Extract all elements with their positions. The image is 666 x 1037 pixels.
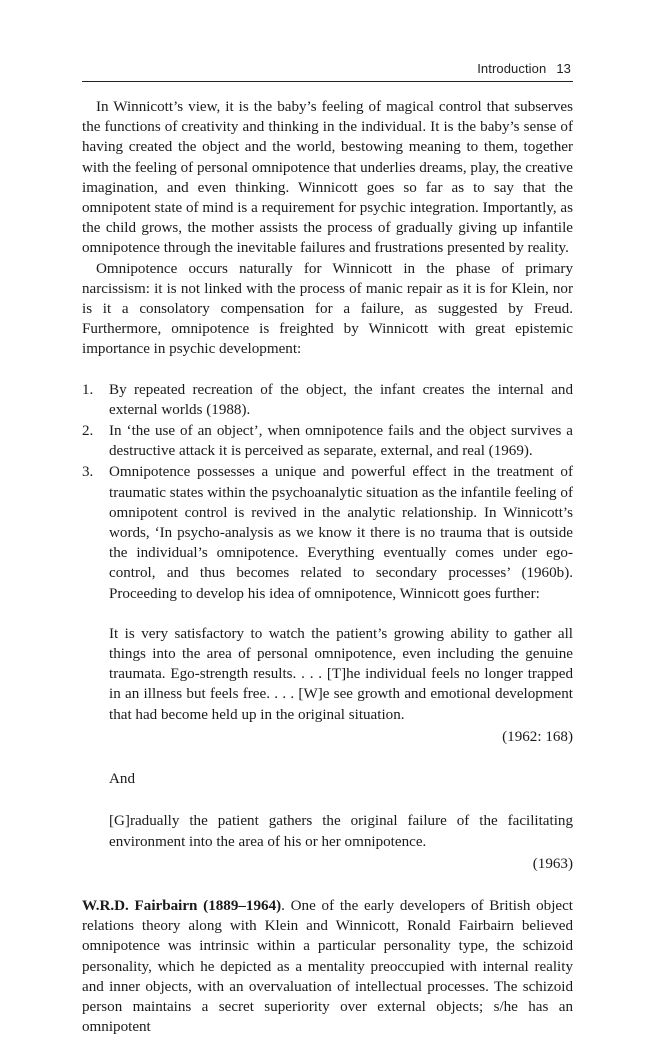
list-number: 1. — [82, 381, 94, 398]
section-text: . One of the early developers of British object relations theory along with Klein and Winnicott, Ronald Fairbairn believed omnipotence was intrinsic within a particular personality type, the schizoid personality, which he depicted as a mentality preoccupied with internal reality and inner objects, with an overvaluation of intellectual processes. The schizoid person maintains a secret superiority over external objects; s/he has an omnipotent — [82, 897, 573, 1036]
block-quote-citation: (1962: 168) — [502, 728, 573, 745]
block-quote-2 — [109, 811, 573, 874]
paragraph-2: Omnipotence occurs naturally for Winnicott in the phase of primary narcissism: it is not linked with the process of manic repair as it is for Klein, nor is it a consolatory compensation for a failure, as suggested by Freud. Furthermore, omnipotence is freighted by Winnicott with great epistemic importance in psychic development: — [82, 260, 573, 358]
section-paragraph — [82, 896, 573, 1037]
numbered-list — [82, 380, 573, 604]
list-item-text: In ‘the use of an object’, when omnipotence fails and the object survives a destructive attack it is perceived as separate, external, and real (1969). — [109, 423, 573, 460]
list-item-text: By repeated recreation of the object, the infant creates the internal and external worlds (1988). — [109, 381, 573, 418]
header-text — [477, 61, 571, 76]
block-quote-citation: (1963) — [532, 855, 573, 872]
list-number: 2. — [82, 423, 94, 440]
header-section-title: Introduction — [477, 61, 547, 76]
running-header — [82, 55, 573, 82]
section-heading: W.R.D. Fairbairn (1889–1964) — [82, 897, 282, 914]
paragraph-1: In Winnicott’s view, it is the baby’s feeling of magical control that subserves the functions of creativity and thinking in the individual. It is the baby’s sense of having created the object and the world, bestowing meaning to them, together with the feeling of personal omnipotence that underlies dreams, play, the creative imagination, and even thinking. Winnicott goes so far as to say that the omnipotent state of mind is a requirement for psychic integration. Importantly, as the child grows, the mother assists the process of gradually giving up infantile omnipotence through the inevitable failures and frustrations presented by reality. — [82, 99, 573, 257]
list-item-text: Omnipotence possesses a unique and powerful effect in the treatment of traumatic states within the psychoanalytic situation as the infantile feeling of omnipotent control is revived in the analytic relationship. In Winnicott’s words, ‘In psycho-analysis as we know it there is no trauma that is outside the individual’s omnipotence. Everything eventually comes under ego-control, and thus becomes related to secondary processes’ (1960b). Proceeding to develop his idea of omnipotence, Winnicott goes further: — [109, 464, 573, 602]
list-number: 3. — [82, 464, 94, 481]
list-item — [82, 421, 573, 461]
block-quote-text: [G]radually the patient gathers the original failure of the facilitating environment into the area of his or her omnipotence. — [109, 813, 573, 850]
list-item — [82, 380, 573, 420]
block-quote-1 — [109, 624, 573, 747]
connector-text: And — [109, 771, 135, 788]
page-body — [82, 97, 573, 1037]
page-number: 13 — [556, 61, 571, 76]
block-quote-text: It is very satisfactory to watch the patient’s growing ability to gather all things into the area of personal omnipotence, even including the genuine traumata. Ego-strength results. . . . [T]he individual feels no longer trapped in an illness but feels free. . . . [W]e see growth and emotional development that had become held up in the original situation. — [109, 625, 573, 723]
list-item — [82, 462, 573, 603]
